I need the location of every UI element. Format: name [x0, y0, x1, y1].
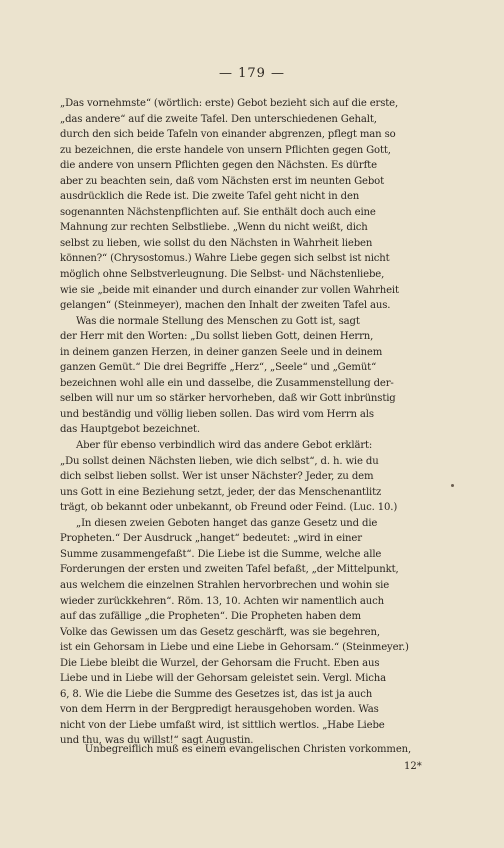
text-line: Liebe und in Liebe will der Gehorsam geleistet sein. Vergl. Micha: [60, 673, 387, 685]
text-line: ganzen Gemüt.“ Die drei Begriffe „Herz“, „Seele“ und „Gemüt“: [60, 362, 377, 374]
text-line: von dem Herrn in der Bergpredigt herausgehoben worden. Was: [60, 704, 379, 716]
text-line: Was die normale Stellung des Menschen zu Gott ist, sagt: [76, 315, 360, 327]
ink-dot: [451, 484, 454, 487]
text-line: „das andere“ auf die zweite Tafel. Den unterschiedenen Gehalt,: [60, 113, 377, 125]
text-line: möglich ohne Selbstverleugnung. Die Selbst- und Nächstenliebe,: [60, 269, 385, 281]
text-line: das Hauptgebot bezeichnet.: [60, 424, 200, 436]
text-line: Aber für ebenso verbindlich wird das andere Gebot erklärt:: [76, 440, 373, 452]
catchword-line: Unbegreiflich muß es einem evangelischen Christen vorkommen,: [84, 744, 412, 755]
text-line: „Du sollst deinen Nächsten lieben, wie dich selbst“, d. h. wie du: [60, 455, 379, 467]
text-line: und beständig und völlig lieben sollen. Das wird vom Herrn als: [60, 408, 374, 420]
text-line: nicht von der Liebe umfaßt wird, ist sittlich wertlos. „Habe Liebe: [60, 719, 385, 731]
text-line: können?“ (Chrysostomus.) Wahre Liebe gegen sich selbst ist nicht: [60, 253, 390, 265]
text-line: ausdrücklich die Rede ist. Die zweite Tafel geht nicht in den: [60, 191, 360, 203]
text-line: auf das zufällige „die Propheten“. Die Propheten haben dem: [60, 611, 361, 623]
text-line: Volke das Gewissen um das Gesetz geschärft, was sie begehren,: [60, 626, 380, 638]
text-line: Mahnung zur rechten Selbstliebe. „Wenn du nicht weißt, dich: [60, 222, 368, 234]
text-line: ist ein Gehorsam in Liebe und eine Liebe in Gehorsam.“ (Steinmeyer.): [60, 642, 409, 654]
body-text: [60, 96, 436, 749]
text-line: der Herr mit den Worten: „Du sollst lieben Gott, deinen Herrn,: [60, 331, 374, 343]
text-line: selbst zu lieben, wie sollst du den Nächsten in Wahrheit lieben: [60, 237, 373, 249]
text-line: „In diesen zweien Geboten hanget das ganze Gesetz und die: [76, 517, 378, 529]
text-line: gelangen“ (Steinmeyer), machen den Inhalt der zweiten Tafel aus.: [60, 300, 391, 312]
text-line: in deinem ganzen Herzen, in deiner ganzen Seele und in deinem: [60, 346, 383, 358]
text-line: trägt, ob bekannt oder unbekannt, ob Freund oder Feind. (Luc. 10.): [60, 502, 398, 514]
text-line: Forderungen der ersten und zweiten Tafel befaßt, „der Mittelpunkt,: [60, 564, 399, 576]
text-line: und thu, was du willst!“ sagt Augustin.: [60, 735, 254, 747]
text-line: durch den sich beide Tafeln von einander abgrenzen, pflegt man so: [60, 129, 396, 141]
text-line: sogenannten Nächstenpflichten auf. Sie enthält doch auch eine: [60, 206, 376, 218]
text-line: zu bezeichnen, die erste handele von unsern Pflichten gegen Gott,: [60, 144, 391, 156]
text-line: die andere von unsern Pflichten gegen den Nächsten. Es dürfte: [60, 160, 377, 172]
text-line: bezeichnen wohl alle ein und dasselbe, die Zusammenstellung der-: [60, 377, 394, 389]
text-line: „Das vornehmste“ (wörtlich: erste) Gebot bezieht sich auf die erste,: [60, 98, 399, 109]
text-line: uns Gott in eine Beziehung setzt, jeder, der das Menschenantlitz: [60, 486, 382, 498]
text-line: 6, 8. Wie die Liebe die Summe des Gesetzes ist, das ist ja auch: [60, 688, 373, 700]
text-line: aus welchem die einzelnen Strahlen hervorbrechen und wohin sie: [60, 579, 390, 591]
text-line: dich selbst lieben sollst. Wer ist unser Nächster? Jeder, zu dem: [60, 471, 374, 483]
text-line: wie sie „beide mit einander und durch einander zur vollen Wahrheit: [60, 284, 399, 296]
text-line: Propheten.“ Der Ausdruck „hanget“ bedeutet: „wird in einer: [60, 533, 362, 545]
text-line: aber zu beachten sein, daß vom Nächsten erst im neunten Gebot: [60, 175, 385, 187]
text-line: wieder zurückkehren“. Röm. 13, 10. Achten wir namentlich auch: [60, 595, 384, 607]
text-line: selben will nur um so stärker hervorheben, daß wir Gott inbrünstig: [60, 393, 396, 405]
text-line: Summe zusammengefaßt“. Die Liebe ist die Summe, welche alle: [60, 548, 382, 560]
signature-mark: 12*: [404, 761, 422, 772]
text-line: Die Liebe bleibt die Wurzel, der Gehorsam die Frucht. Eben aus: [60, 657, 380, 669]
page-number-header: — 179 —: [218, 66, 286, 81]
